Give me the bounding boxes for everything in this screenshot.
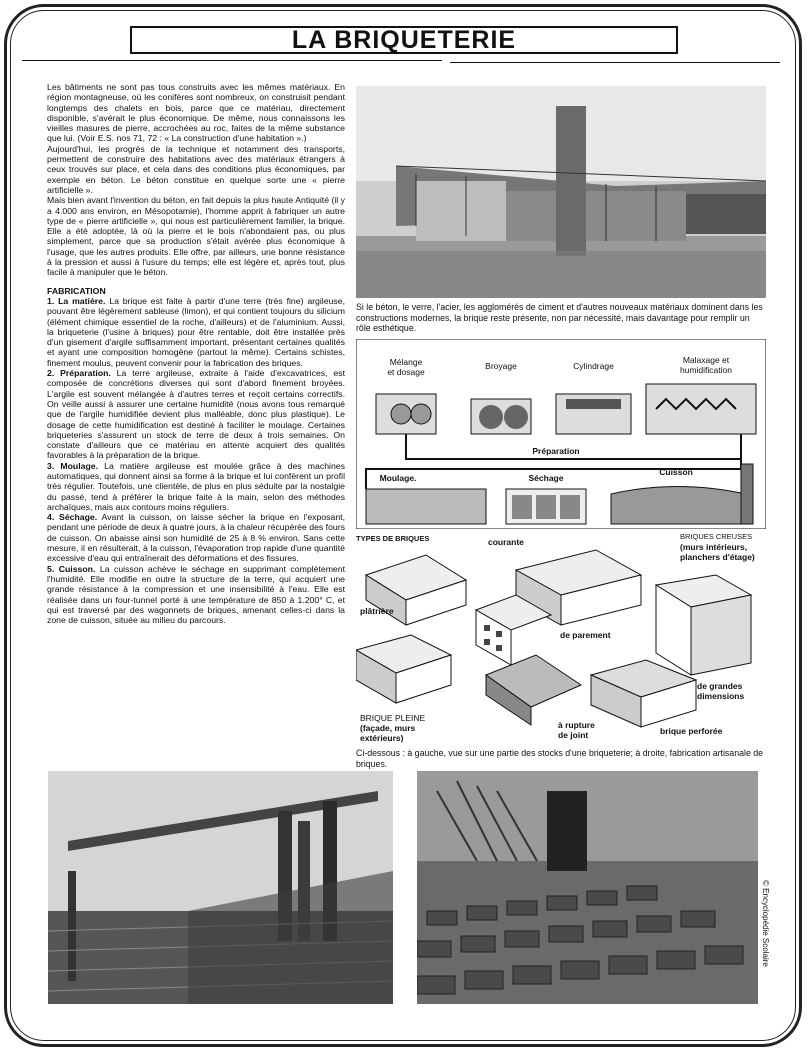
- step-paragraph: 5. Cuisson. La cuisson achève le séchage en supprimant complètement l'humidité. Elle modifie en outre la structure de la terre, qui acquiert une grande résistance à la compression et une insensibilité à l'eau. Elle est réalisée dans un four-tunnel porté à une température de 850 à 1.200° C, et qui est traversé par des wagonnets de briques, amenant celles-ci dans la zone de cuisson, située au milieu du parcours.: [47, 563, 346, 626]
- label-cuisson: Cuisson: [659, 467, 693, 477]
- process-diagram: [356, 339, 766, 529]
- copyright-notice: © Encyclopédie Scolaire: [761, 880, 770, 967]
- intro-paragraph: Aujourd'hui, les progrès de la technique et notamment des transports, permettent de construire des habitations avec des matériaux étrangers à ceux trouvés sur place, et cela dans des conditions plus économiques, par exemple en béton. Le béton constitue en quelque sorte une « pierre artificielle ».: [47, 143, 345, 195]
- photo-caption: Si le béton, le verre, l'acier, les agglomérés de ciment et d'autres nouveaux matériaux dominent dans les constructions modernes, la brique reste présente, non par nécessité, mais davantage pour remplir un rôle esthétique.: [356, 302, 763, 333]
- label-pleine-sub: (façade, murs extérieurs): [360, 723, 416, 743]
- modern-building-photo: [356, 86, 766, 298]
- label-courante: courante: [488, 537, 524, 547]
- label-broyage: Broyage: [485, 361, 517, 371]
- title-box: [130, 26, 678, 54]
- label-creuses: BRIQUES CREUSES: [680, 532, 753, 541]
- brick-stocks-photo: [48, 771, 393, 1004]
- label-sechage: Séchage: [528, 473, 564, 483]
- step-paragraph: 3. Moulage. La matière argileuse est moulée grâce à des machines automatiques, qui donnent ainsi sa forme à la brique et lui confèrent un profil très régulier. Toutefois, une clientèle, de plus en plus séduite par la nostalgie du passé, tend à préférer la brique faite à la main, selon des méthodes archaïques, mais aux contours moins réguliers.: [47, 460, 345, 512]
- label-platriere: plâtrière: [360, 606, 394, 616]
- title-rule-left: [22, 60, 442, 61]
- label-moulage: Moulage.: [379, 473, 417, 483]
- label-malaxage: Malaxage et humidification: [680, 355, 732, 375]
- label-cylindrage: Cylindrage: [573, 361, 614, 371]
- title-rule-right: [450, 62, 780, 63]
- intro-paragraph: Mais bien avant l'invention du béton, en fait depuis la plus haute Antiquité (il y a 4.000 ans environ, en Mésopotamie), l'homme apprit à fabriquer un autre type de « pierre artificielle », qui nous est particulièrement familier, la brique. Elle a été adoptée, là où la pierre et le bois n'abondaient pas, ou plus simplement, parce que sa production s'était avérée plus économique à l'usage, que les autres produits. Elle offre, par ailleurs, une bonne résistance à la pression et aussi à l'usure du temps; elle est légère et, après tout, plus facile à manipuler que le béton.: [47, 195, 345, 278]
- label-pleine: BRIQUE PLEINE: [360, 713, 426, 723]
- label-rupture: à rupture de joint: [558, 720, 595, 740]
- article-text: [47, 82, 345, 625]
- step-paragraph: 4. Séchage. Avant la cuisson, on laisse sécher la brique en l'exposant, pendant une période de deux à quatre jours, à la chaleur récupérée des fours de cuisson. On abaisse ainsi son humidité de 25 à 8 % environ. Sans cette mesure, il en résulterait, à la cuisson, l'évaporation trop rapide d'une quantité excessive d'eau qui entraînerait des déformations et des fissures.: [47, 512, 346, 564]
- label-melange: Mélange et dosage: [387, 357, 425, 377]
- step-paragraph: 2. Préparation. La terre argileuse, extraite à l'aide d'excavatrices, est composée de concrétions diverses qui sont d'abord finement broyées. L'argile est souvent mélangée à d'autres terres et reçoit certains correctifs. On veille aussi à assurer une certaine humidité (nous avons tous remarqué que de l'argile humidifiée devient plus malléable, donc plus plastique). Le dosage de cette humidification est destiné à faciliter le moulage. Certaines briqueteries s'assurent un stock de terre de deux à trois semaines. On constate d'ailleurs que ce matériau en attente acquiert des qualités favorables à la préparation de la brique.: [47, 368, 345, 461]
- label-preparation: Préparation: [532, 446, 580, 456]
- bottom-caption: Ci-dessous : à gauche, vue sur une partie des stocks d'une briqueterie; à droite, fabrication artisanale de briques.: [356, 748, 764, 769]
- label-parement: de parement: [560, 630, 611, 640]
- types-heading: TYPES DE BRIQUES: [356, 534, 430, 543]
- label-perforee: brique perforée: [660, 726, 723, 736]
- fabrication-heading: FABRICATION: [47, 285, 106, 296]
- label-creuses-sub: (murs intérieurs, planchers d'étage): [680, 542, 755, 562]
- page-title: LA BRIQUETERIE: [291, 25, 517, 54]
- label-grandes: de grandes dimensions: [697, 681, 745, 701]
- step-paragraph: 1. La matière. La brique est faite à partir d'une terre (très fine) argileuse, pouvant être légèrement sableuse (limon), et qui contient toujours du silicium (élément chimique essentiel de la roche, d'ailleurs) et de l'aluminium. Aussi, la briqueterie (l'usine à briques) pour être rentable, doit être installée près d'un gisement d'argile suffisamment important, présentant certaines qualités et ayant une composition homogène (partout la même). Certains schistes, finement moulus, peuvent convenir pour la fabrication des briques.: [47, 295, 345, 368]
- intro-paragraph: Les bâtiments ne sont pas tous construits avec les mêmes matériaux. En région montagneuse, où les conifères sont nombreux, on construisit pendant longtemps des chalets en bois, parce que ce matériau, directement disponible, s'avérait le plus économique. De même, nous connaissons les vieilles masures de pierre, accrochées au roc, faites de la même substance que lui. (Voir E.S. nos 71, 72 : « La construction d'une habitation ».): [47, 82, 345, 144]
- artisanal-bricks-photo: [417, 771, 758, 1004]
